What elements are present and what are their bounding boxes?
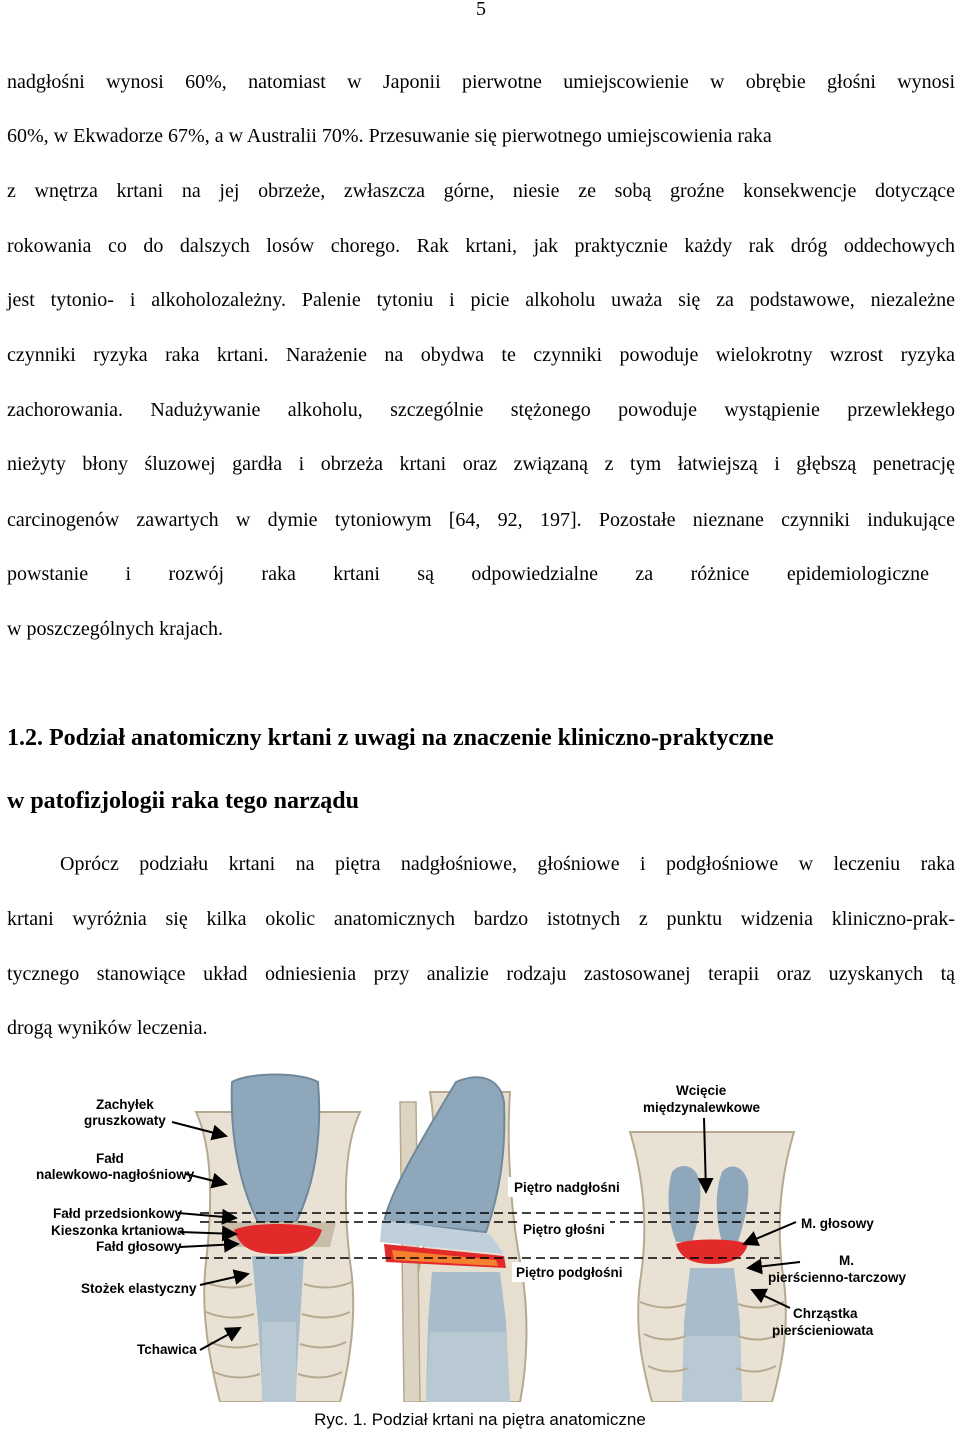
label-pietro-nadglosni: Piętro nadgłośni [514,1180,620,1195]
label-m-pierscienno-1: M. [839,1253,854,1268]
text-line: krtani wyróżnia się kilka okolic anatomicznych bardzo istotnych z punktu widzenia kliniczno-prak- [7,908,955,930]
label-pietro-glosni: Piętro głośni [523,1222,605,1237]
label-fald-nalewkowo-1: Fałd [96,1151,124,1166]
right-larynx-drawing [630,1132,794,1402]
label-zachylek-2: gruszkowaty [84,1113,166,1128]
figure-caption: Ryc. 1. Podział krtani na piętra anatomiczne [314,1410,646,1429]
larynx-figure [0,1072,960,1402]
label-chrzastka-1: Chrząstka [793,1306,858,1321]
section-title-line-1: 1.2. Podział anatomiczny krtani z uwagi na znaczenie kliniczno-praktyczne [7,725,774,751]
label-fald-nalewkowo-2: nalewkowo-nagłośniowy [36,1167,195,1182]
label-zachylek-1: Zachyłek [96,1097,154,1112]
label-wciecie-2: międzynalewkowe [643,1100,761,1115]
left-larynx-drawing [196,1075,360,1403]
page-number: 5 [476,0,486,20]
label-wciecie-1: Wcięcie [676,1083,727,1098]
text-line: Oprócz podziału krtani na piętra nadgłośniowe, głośniowe i podgłośniowe w leczeniu raka [60,853,955,875]
middle-larynx-drawing [380,1077,526,1402]
label-m-glosowy: M. głosowy [801,1216,874,1231]
label-pietro-podglosni: Piętro podgłośni [516,1265,623,1280]
label-stozek-elastyczny: Stożek elastyczny [81,1281,197,1296]
text-line: rokowania co do dalszych losów chorego. Rak krtani, jak praktycznie każdy rak dróg oddechowych [7,235,955,257]
text-line: nieżyty błony śluzowej gardła i obrzeża krtani oraz związaną z tym łatwiejszą i głębszą penetrację [7,453,955,475]
section-title-line-2: w patofizjologii raka tego narządu [7,788,359,814]
text-line: tycznego stanowiące układ odniesienia przy analizie rodzaju zastosowanej terapii oraz uzyskanych tą [7,963,955,985]
label-fald-glosowy: Fałd głosowy [96,1239,182,1254]
text-line: z wnętrza krtani na jej obrzeże, zwłaszcza górne, niesie ze sobą groźne konsekwencje dotyczące [7,180,955,202]
label-kieszonka-krtaniowa: Kieszonka krtaniowa [51,1223,185,1238]
label-fald-przedsionkowy: Fałd przedsionkowy [53,1206,183,1221]
text-line: czynniki ryzyka raka krtani. Narażenie na obydwa te czynniki powoduje wielokrotny wzrost ryzyka [7,344,955,366]
text-line: w poszczególnych krajach. [7,618,224,640]
label-m-pierscienno-2: pierścienno-tarczowy [768,1270,907,1285]
label-chrzastka-2: pierścieniowata [772,1323,874,1338]
larynx-illustration [0,1072,960,1402]
text-line: 60%, w Ekwadorze 67%, a w Australii 70%. Przesuwanie się pierwotnego umiejscowienia raka [7,125,772,147]
text-line: powstanie i rozwój raka krtani są odpowiedzialne za różnice epidemiologiczne [7,563,929,585]
text-line: carcinogenów zawartych w dymie tytoniowym [64, 92, 197]. Pozostałe nieznane czynniki indukujące [7,509,955,531]
text-line: jest tytonio- i alkoholozależny. Palenie tytoniu i picie alkoholu uważa się za podstawowe, niezależne [7,289,955,311]
text-line: drogą wyników leczenia. [7,1017,208,1039]
text-line: zachorowania. Nadużywanie alkoholu, szczególnie stężonego powoduje wystąpienie przewlekłego [7,399,955,421]
label-tchawica: Tchawica [137,1342,197,1357]
text-line: nadgłośni wynosi 60%, natomiast w Japonii pierwotne umiejscowienie w obrębie głośni wynosi [7,71,955,93]
